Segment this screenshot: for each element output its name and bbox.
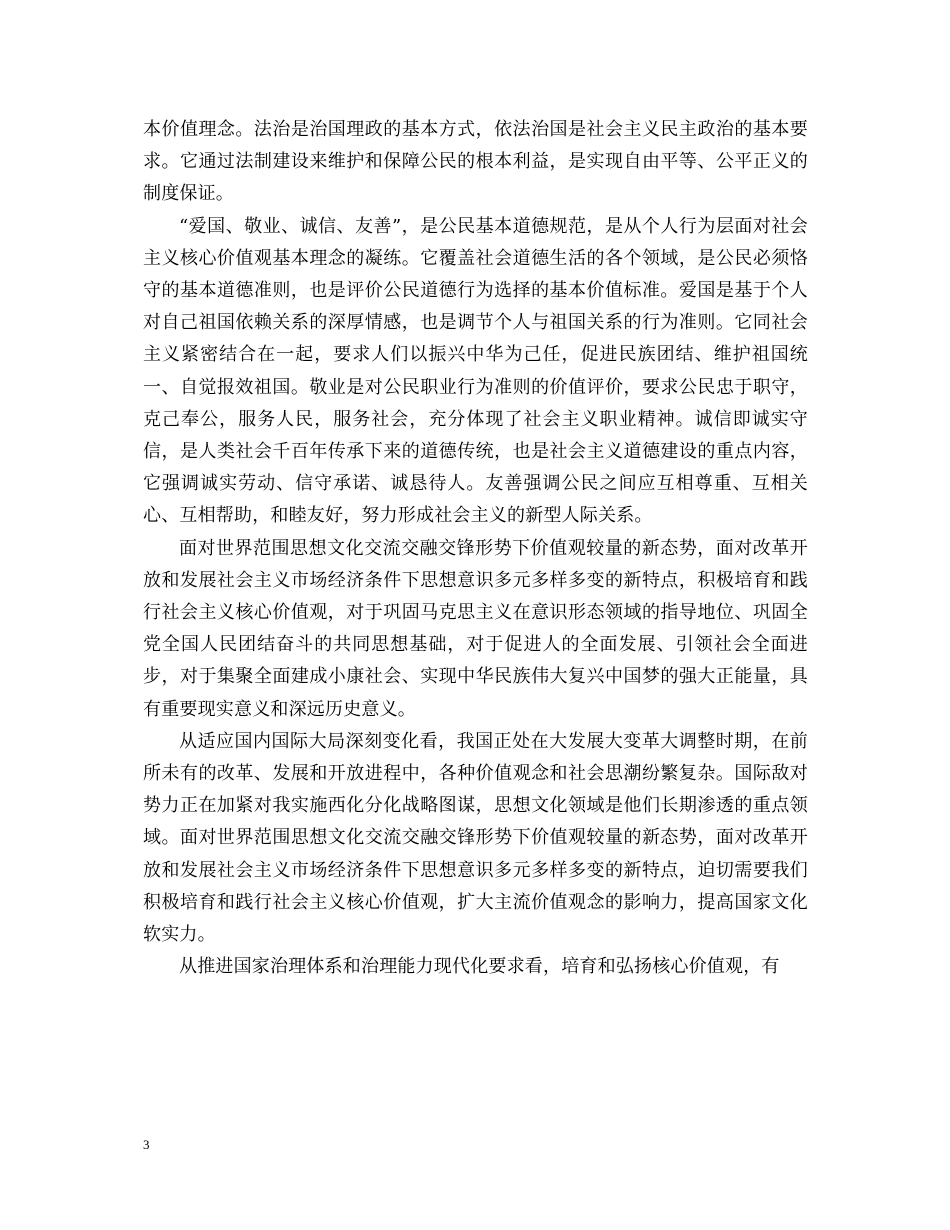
paragraph-international-context: 从适应国内国际大局深刻变化看，我国正处在大发展大变革大调整时期，在前所未有的改革、发展和开放进程中，各种价值观念和社会思潮纷繁复杂。国际敌对势力正在加紧对我实施西化分化战略图谋，思想文化领域是他们长期渗透的重点领域。面对世界范围思想文化交流交融交锋形势下价值观较量的新态势，面对改革开放和发展社会主义市场经济条件下思想意识多元多样多变的新特点，迫切需要我们积极培育和践行社会主义核心价值观，扩大主流价值观念的影响力，提高国家文化软实力。	[143, 730, 808, 946]
paragraph-continued: 本价值理念。法治是治国理政的基本方式，依法治国是社会主义民主政治的基本要求。它通过法制建设来维护和保障公民的根本利益，是实现自由平等、公平正义的制度保证。	[143, 119, 808, 205]
paragraph-significance: 面对世界范围思想文化交流交融交锋形势下价值观较量的新态势，面对改革开放和发展社会主义市场经济条件下思想意识多元多样多变的新特点，积极培育和践行社会主义核心价值观，对于巩固马克思主义在意识形态领域的指导地位、巩固全党全国人民团结奋斗的共同思想基础，对于促进人的全面发展、引领社会全面进步，对于集聚全面建成小康社会、实现中华民族伟大复兴中国梦的强大正能量，具有重要现实意义和深远历史意义。	[143, 537, 808, 720]
paragraph-governance: 从推进国家治理体系和治理能力现代化要求看，培育和弘扬核心价值观，有	[179, 956, 780, 978]
page-number: 3	[143, 1137, 150, 1152]
paragraph-civic-virtues: “爱国、敬业、诚信、友善”，是公民基本道德规范，是从个人行为层面对社会主义核心价值观基本理念的凝练。它覆盖社会道德生活的各个领域，是公民必须恪守的基本道德准则，也是评价公民道德行为选择的基本价值标准。爱国是基于个人对自己祖国依赖关系的深厚情感，也是调节个人与祖国关系的行为准则。它同社会主义紧密结合在一起，要求人们以振兴中华为己任，促进民族团结、维护祖国统一、自觉报效祖国。敬业是对公民职业行为准则的价值评价，要求公民忠于职守，克己奉公，服务人民，服务社会，充分体现了社会主义职业精神。诚信即诚实守信，是人类社会千百年传承下来的道德传统，也是社会主义道德建设的重点内容，它强调诚实劳动、信守承诺、诚恳待人。友善强调公民之间应互相尊重、互相关心、互相帮助，和睦友好，努力形成社会主义的新型人际关系。	[143, 215, 808, 527]
body-text	[143, 114, 808, 983]
